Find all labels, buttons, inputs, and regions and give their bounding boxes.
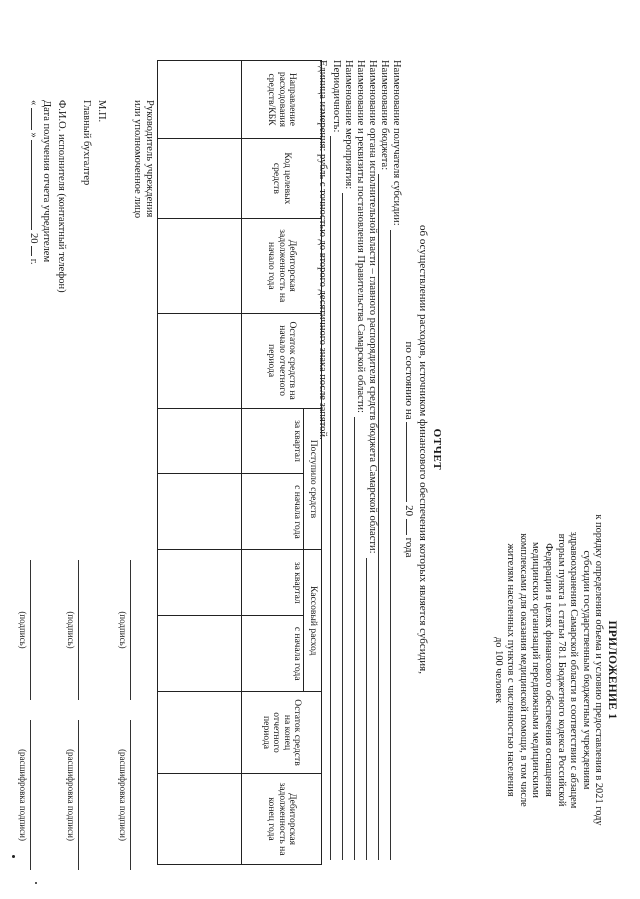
table-cell[interactable] [158, 313, 242, 408]
date-quote-close: » [28, 132, 39, 138]
head-decode-line[interactable] [130, 720, 132, 870]
table-cell[interactable] [158, 218, 242, 313]
field-row [330, 60, 342, 860]
accountant-signature-line[interactable] [78, 560, 80, 700]
table-cell[interactable] [158, 616, 242, 692]
unit-note: Единица измерения: рубль с точностью до второго десятичного знака после запятой. [317, 60, 328, 440]
appendix-line: здравоохранения Самарской области в соответствии с абзацем [568, 531, 580, 809]
field-row [354, 60, 366, 860]
appendix-line: комплексами для оказания медицинской помощи, в том числе [517, 533, 529, 807]
receipt-signature-line[interactable] [30, 560, 32, 700]
field-input-line[interactable] [354, 417, 365, 860]
head-signatory [131, 100, 155, 218]
header-received-ytd: с начала года [242, 474, 304, 550]
appendix-line: к порядку определения объема и условию предоставления в 2021 году [593, 514, 605, 826]
table-cell[interactable] [158, 550, 242, 616]
accountant-label: Главный бухгалтер [81, 100, 92, 186]
field-label: Наименование органа исполнительной власти – главного распорядителя средств бюджета Самарской области: [367, 60, 378, 554]
head-signature-line[interactable] [130, 560, 132, 700]
field-row [366, 60, 378, 860]
receipt-decode-caption: (расшифровка подписи) [18, 749, 28, 841]
appendix-title: ПРИЛОЖЕНИЕ 1 [606, 620, 618, 720]
year-suffix: года [403, 537, 415, 558]
date-year: 20 [28, 233, 39, 244]
accountant-decode-caption: (расшифровка подписи) [66, 749, 76, 841]
header-balance-end: Остаток средств на конец отчетного периода [242, 692, 322, 774]
report-fields [316, 60, 402, 860]
header-target-code: Код целевых средств [242, 138, 322, 218]
head-signature-caption: (подпись) [118, 611, 128, 649]
date-quote-open: « [28, 100, 39, 106]
receipt-date-label: Дата получения отчета учредителем [41, 100, 52, 263]
header-cash-ytd: с начала года [242, 616, 304, 692]
accountant-decode-line[interactable] [78, 720, 80, 870]
table-cell[interactable] [158, 138, 242, 218]
appendix-line: до 100 человек [492, 637, 504, 703]
field-label: Наименование получателя субсидии: [391, 60, 402, 226]
executor-label: Ф.И.О. исполнителя (контактный телефон) [56, 100, 67, 293]
table-cell[interactable] [158, 61, 242, 139]
header-balance-start: Остаток средств на начало отчетного периода [242, 313, 322, 408]
scan-speck [12, 855, 15, 858]
appendix-line: субсидии государственным бюджетным учреждениям [580, 550, 592, 790]
year-prefix: 20 [403, 505, 415, 517]
field-row [342, 60, 354, 860]
date-prefix: по состоянию на [403, 341, 415, 420]
stamp-mark: М.П. [96, 100, 107, 123]
report-title [402, 0, 444, 899]
field-row [378, 60, 390, 860]
date-year-suffix: г. [28, 258, 39, 265]
header-received: Поступило средств [304, 408, 322, 550]
report-subheading: об осуществлении расходов, источником финансового обеспечения которых является субсидия, [417, 225, 429, 674]
scan-speck [35, 882, 37, 884]
field-input-line[interactable] [378, 174, 389, 860]
accountant-signature-caption: (подпись) [66, 611, 76, 649]
field-label: Наименование мероприятия: [343, 60, 354, 190]
header-debt-end: Дебиторская задолженность на конец года [242, 773, 322, 864]
report-date-line [402, 0, 416, 899]
head-title-line2: или уполномоченное лицо [132, 100, 143, 219]
appendix-header [491, 460, 618, 880]
appendix-line: Федерации в целях финансового обеспечения оснащения [543, 543, 555, 797]
table-cell[interactable] [158, 474, 242, 550]
header-cash: Кассовый расход [304, 550, 322, 692]
field-input-line[interactable] [366, 558, 377, 861]
header-received-quarter: за квартал [242, 408, 304, 474]
field-input-line[interactable] [330, 136, 341, 860]
appendix-line: вторым пункта 1 статьи 78.1 Бюджетного кодекса Российской [555, 533, 567, 807]
field-input-line[interactable] [390, 230, 401, 860]
receipt-signature-caption: (подпись) [18, 611, 28, 649]
table-cell[interactable] [158, 408, 242, 474]
field-input-line[interactable] [342, 193, 353, 860]
field-label: Наименование и реквизиты постановления Правительства Самарской области: [355, 60, 366, 413]
appendix-line: жителям населенных пунктов с численностью населения [505, 543, 517, 797]
report-heading: ОТЧЕТ [431, 428, 443, 471]
appendix-line: медицинских организаций передвижными медицинскими [530, 542, 542, 798]
header-cash-quarter: за квартал [242, 550, 304, 616]
head-decode-caption: (расшифровка подписи) [118, 749, 128, 841]
report-table [157, 60, 322, 865]
field-row [390, 60, 402, 860]
header-direction: Направление расходования средств/КБК [242, 61, 322, 139]
receipt-date-field [27, 100, 39, 340]
table-cell[interactable] [158, 692, 242, 774]
head-title-line1: Руководитель учреждения [144, 100, 155, 218]
field-label: Периодичность: [331, 60, 342, 133]
header-debt-start: Дебиторская задолженность на начало года [242, 218, 322, 313]
table-row [158, 61, 242, 865]
table-cell[interactable] [158, 773, 242, 864]
field-label: Наименование бюджета: [379, 60, 390, 171]
receipt-decode-line[interactable] [30, 720, 32, 870]
